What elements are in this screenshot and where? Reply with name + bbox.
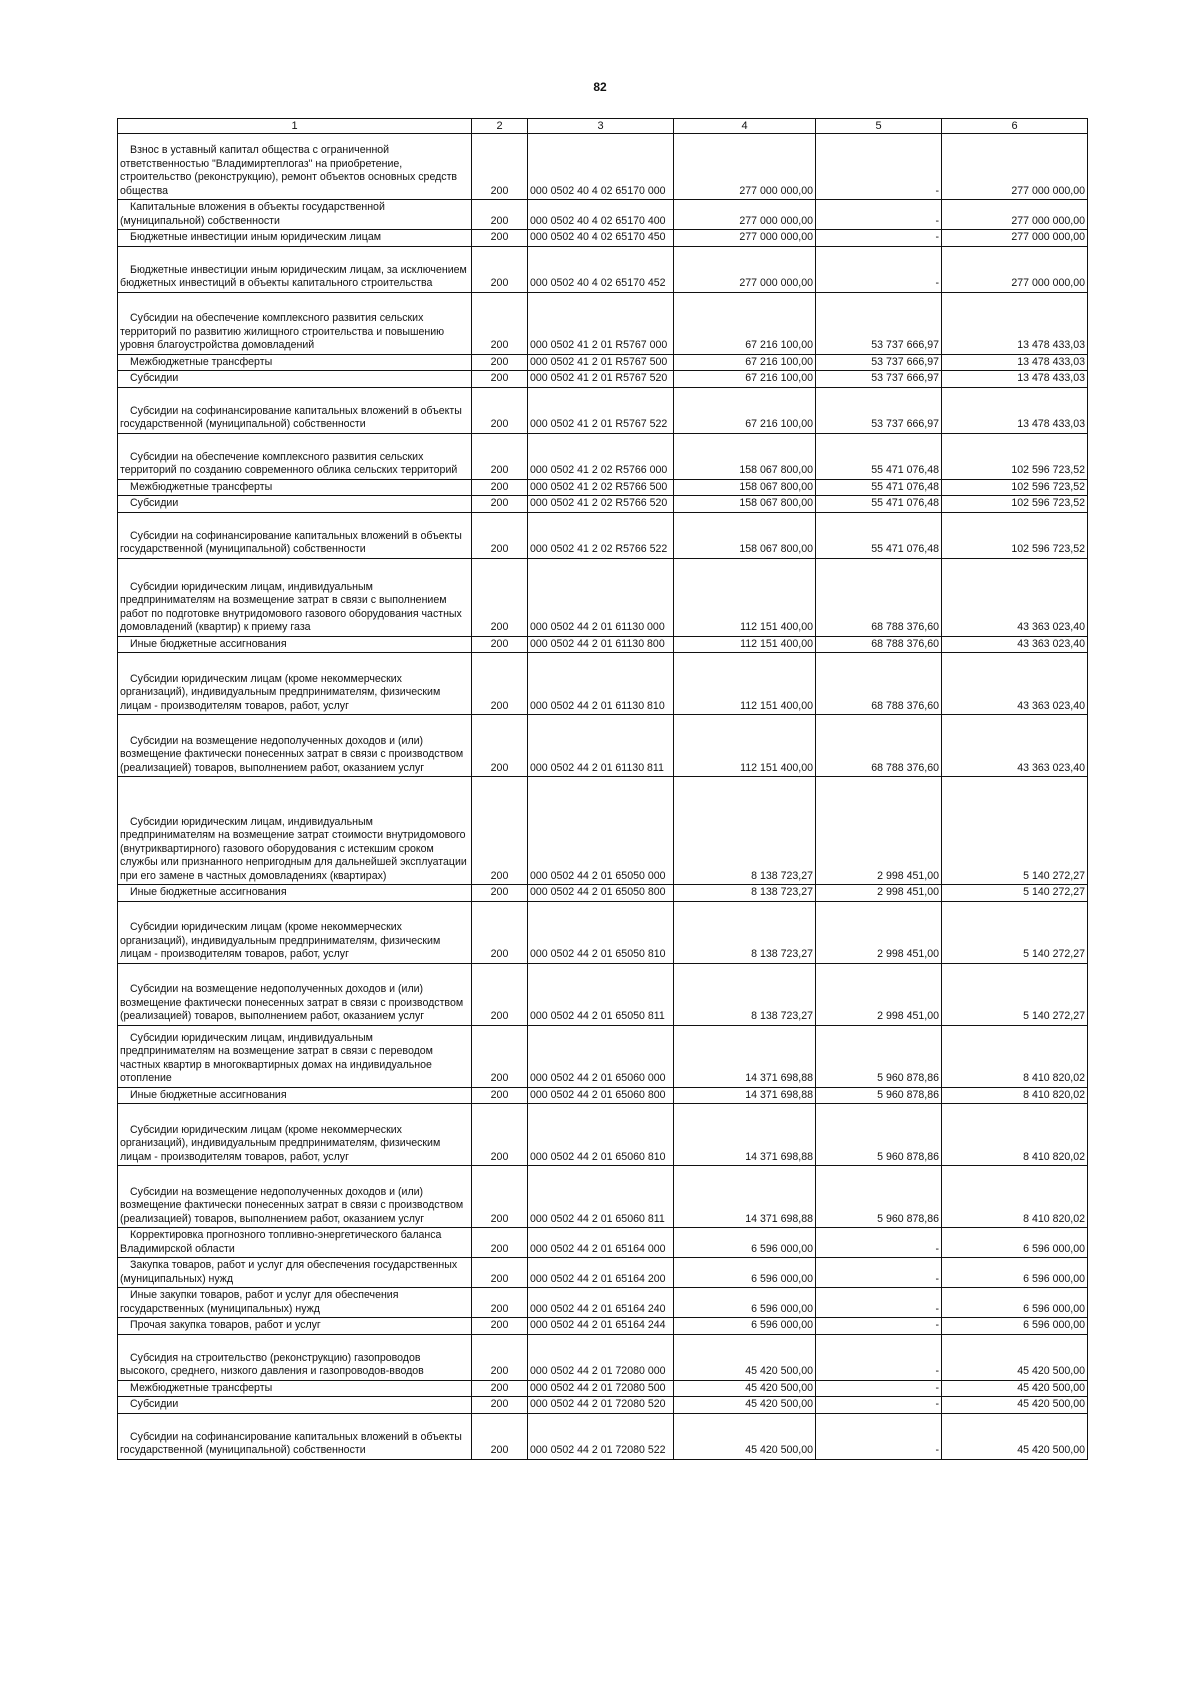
row-budget-code: 000 0502 44 2 01 65060 811 bbox=[528, 1166, 674, 1228]
row-code: 200 bbox=[472, 636, 528, 653]
row-remaining-amount: 43 363 023,40 bbox=[942, 636, 1088, 653]
row-executed-amount: - bbox=[816, 1397, 942, 1414]
row-budget-code: 000 0502 40 4 02 65170 452 bbox=[528, 246, 674, 292]
row-budget-code: 000 0502 44 2 01 72080 522 bbox=[528, 1413, 674, 1459]
row-budget-code: 000 0502 44 2 01 65164 200 bbox=[528, 1258, 674, 1288]
table-row bbox=[118, 246, 1088, 292]
row-executed-amount: 68 788 376,60 bbox=[816, 653, 942, 715]
row-approved-amount: 8 138 723,27 bbox=[674, 901, 816, 963]
row-executed-amount: 5 960 878,86 bbox=[816, 1166, 942, 1228]
column-header: 6 bbox=[942, 119, 1088, 134]
row-budget-code: 000 0502 41 2 01 R5767 522 bbox=[528, 387, 674, 433]
table-row bbox=[118, 1228, 1088, 1258]
row-remaining-amount: 277 000 000,00 bbox=[942, 246, 1088, 292]
row-executed-amount: 68 788 376,60 bbox=[816, 636, 942, 653]
row-remaining-amount: 43 363 023,40 bbox=[942, 715, 1088, 777]
column-header: 1 bbox=[118, 119, 472, 134]
column-header: 5 bbox=[816, 119, 942, 134]
row-approved-amount: 45 420 500,00 bbox=[674, 1334, 816, 1380]
row-name: Иные закупки товаров, работ и услуг для обеспечения государственных (муниципальных) нужд bbox=[118, 1288, 472, 1318]
table-row bbox=[118, 371, 1088, 388]
row-budget-code: 000 0502 44 2 01 61130 810 bbox=[528, 653, 674, 715]
row-remaining-amount: 8 410 820,02 bbox=[942, 1087, 1088, 1104]
budget-table bbox=[117, 118, 1088, 1460]
row-remaining-amount: 102 596 723,52 bbox=[942, 479, 1088, 496]
row-name: Корректировка прогнозного топливно-энергетического баланса Владимирской области bbox=[118, 1228, 472, 1258]
row-budget-code: 000 0502 44 2 01 65164 240 bbox=[528, 1288, 674, 1318]
row-budget-code: 000 0502 40 4 02 65170 450 bbox=[528, 230, 674, 247]
row-code: 200 bbox=[472, 1166, 528, 1228]
row-approved-amount: 6 596 000,00 bbox=[674, 1288, 816, 1318]
table-row bbox=[118, 963, 1088, 1025]
row-executed-amount: - bbox=[816, 230, 942, 247]
table-row bbox=[118, 1397, 1088, 1414]
row-code: 200 bbox=[472, 292, 528, 354]
row-executed-amount: 5 960 878,86 bbox=[816, 1087, 942, 1104]
row-budget-code: 000 0502 41 2 01 R5767 000 bbox=[528, 292, 674, 354]
row-budget-code: 000 0502 44 2 01 65164 000 bbox=[528, 1228, 674, 1258]
table-row bbox=[118, 636, 1088, 653]
header-row bbox=[118, 119, 1088, 134]
row-budget-code: 000 0502 44 2 01 72080 500 bbox=[528, 1380, 674, 1397]
row-executed-amount: 68 788 376,60 bbox=[816, 715, 942, 777]
row-executed-amount: - bbox=[816, 1228, 942, 1258]
row-remaining-amount: 45 420 500,00 bbox=[942, 1380, 1088, 1397]
table-row bbox=[118, 479, 1088, 496]
row-executed-amount: 55 471 076,48 bbox=[816, 512, 942, 558]
row-code: 200 bbox=[472, 901, 528, 963]
row-budget-code: 000 0502 40 4 02 65170 400 bbox=[528, 200, 674, 230]
row-code: 200 bbox=[472, 512, 528, 558]
row-name: Субсидии юридическим лицам (кроме некоммерческих организаций), индивидуальным предпринимателям, физическим лицам - производителям товаров, работ, услуг bbox=[118, 901, 472, 963]
row-approved-amount: 277 000 000,00 bbox=[674, 134, 816, 200]
row-budget-code: 000 0502 41 2 01 R5767 500 bbox=[528, 354, 674, 371]
row-remaining-amount: 5 140 272,27 bbox=[942, 885, 1088, 902]
row-executed-amount: - bbox=[816, 134, 942, 200]
table-row bbox=[118, 885, 1088, 902]
row-approved-amount: 14 371 698,88 bbox=[674, 1166, 816, 1228]
row-name: Закупка товаров, работ и услуг для обеспечения государственных (муниципальных) нужд bbox=[118, 1258, 472, 1288]
row-approved-amount: 45 420 500,00 bbox=[674, 1397, 816, 1414]
row-approved-amount: 6 596 000,00 bbox=[674, 1318, 816, 1335]
row-remaining-amount: 6 596 000,00 bbox=[942, 1228, 1088, 1258]
table-row bbox=[118, 1288, 1088, 1318]
table-row bbox=[118, 354, 1088, 371]
table-row bbox=[118, 558, 1088, 636]
row-code: 200 bbox=[472, 653, 528, 715]
row-code: 200 bbox=[472, 354, 528, 371]
row-executed-amount: 55 471 076,48 bbox=[816, 433, 942, 479]
row-approved-amount: 277 000 000,00 bbox=[674, 246, 816, 292]
row-executed-amount: 2 998 451,00 bbox=[816, 777, 942, 885]
row-budget-code: 000 0502 40 4 02 65170 000 bbox=[528, 134, 674, 200]
row-executed-amount: 53 737 666,97 bbox=[816, 387, 942, 433]
row-budget-code: 000 0502 41 2 02 R5766 522 bbox=[528, 512, 674, 558]
row-remaining-amount: 45 420 500,00 bbox=[942, 1413, 1088, 1459]
row-executed-amount: - bbox=[816, 1413, 942, 1459]
column-header: 4 bbox=[674, 119, 816, 134]
row-code: 200 bbox=[472, 387, 528, 433]
row-name: Субсидии на обеспечение комплексного развития сельских территорий по созданию современного облика сельских территорий bbox=[118, 433, 472, 479]
row-remaining-amount: 43 363 023,40 bbox=[942, 558, 1088, 636]
row-approved-amount: 112 151 400,00 bbox=[674, 558, 816, 636]
row-executed-amount: 68 788 376,60 bbox=[816, 558, 942, 636]
row-code: 200 bbox=[472, 479, 528, 496]
row-approved-amount: 158 067 800,00 bbox=[674, 433, 816, 479]
row-name: Субсидии bbox=[118, 496, 472, 513]
row-name: Иные бюджетные ассигнования bbox=[118, 636, 472, 653]
row-remaining-amount: 8 410 820,02 bbox=[942, 1166, 1088, 1228]
row-name: Субсидии юридическим лицам, индивидуальным предпринимателям на возмещение затрат в связи с выполнением работ по подготовке внутридомового газового оборудования частных домовладений (квартир) к приему газа bbox=[118, 558, 472, 636]
row-executed-amount: - bbox=[816, 1318, 942, 1335]
table-row bbox=[118, 387, 1088, 433]
row-code: 200 bbox=[472, 496, 528, 513]
row-approved-amount: 14 371 698,88 bbox=[674, 1104, 816, 1166]
table-row bbox=[118, 1087, 1088, 1104]
row-remaining-amount: 13 478 433,03 bbox=[942, 387, 1088, 433]
row-name: Бюджетные инвестиции иным юридическим лицам bbox=[118, 230, 472, 247]
row-code: 200 bbox=[472, 1087, 528, 1104]
table-row bbox=[118, 1025, 1088, 1087]
row-remaining-amount: 277 000 000,00 bbox=[942, 200, 1088, 230]
row-executed-amount: 53 737 666,97 bbox=[816, 371, 942, 388]
row-budget-code: 000 0502 44 2 01 65060 000 bbox=[528, 1025, 674, 1087]
row-remaining-amount: 6 596 000,00 bbox=[942, 1258, 1088, 1288]
row-remaining-amount: 5 140 272,27 bbox=[942, 901, 1088, 963]
row-code: 200 bbox=[472, 1334, 528, 1380]
row-remaining-amount: 13 478 433,03 bbox=[942, 371, 1088, 388]
row-executed-amount: 5 960 878,86 bbox=[816, 1104, 942, 1166]
row-remaining-amount: 13 478 433,03 bbox=[942, 292, 1088, 354]
row-remaining-amount: 102 596 723,52 bbox=[942, 433, 1088, 479]
row-approved-amount: 6 596 000,00 bbox=[674, 1258, 816, 1288]
column-header: 2 bbox=[472, 119, 528, 134]
row-approved-amount: 8 138 723,27 bbox=[674, 963, 816, 1025]
row-approved-amount: 158 067 800,00 bbox=[674, 512, 816, 558]
row-name: Субсидия на строительство (реконструкцию) газопроводов высокого, среднего, низкого давления и газопроводов-вводов bbox=[118, 1334, 472, 1380]
row-code: 200 bbox=[472, 1104, 528, 1166]
row-code: 200 bbox=[472, 1397, 528, 1414]
row-code: 200 bbox=[472, 558, 528, 636]
row-executed-amount: - bbox=[816, 1288, 942, 1318]
row-name: Субсидии на возмещение недополученных доходов и (или) возмещение фактически понесенных затрат в связи с производством (реализацией) товаров, выполнением работ, оказанием услуг bbox=[118, 1166, 472, 1228]
row-executed-amount: 55 471 076,48 bbox=[816, 496, 942, 513]
table-row bbox=[118, 433, 1088, 479]
row-name: Межбюджетные трансферты bbox=[118, 479, 472, 496]
row-budget-code: 000 0502 41 2 01 R5767 520 bbox=[528, 371, 674, 388]
row-code: 200 bbox=[472, 963, 528, 1025]
row-name: Субсидии bbox=[118, 1397, 472, 1414]
row-name: Субсидии юридическим лицам (кроме некоммерческих организаций), индивидуальным предпринимателям, физическим лицам - производителям товаров, работ, услуг bbox=[118, 1104, 472, 1166]
table-row bbox=[118, 512, 1088, 558]
row-budget-code: 000 0502 44 2 01 65050 810 bbox=[528, 901, 674, 963]
row-approved-amount: 8 138 723,27 bbox=[674, 777, 816, 885]
row-name: Прочая закупка товаров, работ и услуг bbox=[118, 1318, 472, 1335]
row-name: Субсидии на обеспечение комплексного развития сельских территорий по развитию жилищного строительства и повышению уровня благоустройства домовладений bbox=[118, 292, 472, 354]
row-remaining-amount: 6 596 000,00 bbox=[942, 1288, 1088, 1318]
row-name: Субсидии на возмещение недополученных доходов и (или) возмещение фактически понесенных затрат в связи с производством (реализацией) товаров, выполнением работ, оказанием услуг bbox=[118, 715, 472, 777]
table-row bbox=[118, 777, 1088, 885]
table-row bbox=[118, 1413, 1088, 1459]
table-row bbox=[118, 1318, 1088, 1335]
row-budget-code: 000 0502 44 2 01 61130 800 bbox=[528, 636, 674, 653]
row-approved-amount: 158 067 800,00 bbox=[674, 496, 816, 513]
row-approved-amount: 45 420 500,00 bbox=[674, 1380, 816, 1397]
row-code: 200 bbox=[472, 246, 528, 292]
row-approved-amount: 112 151 400,00 bbox=[674, 653, 816, 715]
row-executed-amount: 53 737 666,97 bbox=[816, 354, 942, 371]
row-name: Субсидии на возмещение недополученных доходов и (или) возмещение фактически понесенных затрат в связи с производством (реализацией) товаров, выполнением работ, оказанием услуг bbox=[118, 963, 472, 1025]
row-name: Субсидии на софинансирование капитальных вложений в объекты государственной (муниципальной) собственности bbox=[118, 387, 472, 433]
row-approved-amount: 158 067 800,00 bbox=[674, 479, 816, 496]
row-approved-amount: 112 151 400,00 bbox=[674, 636, 816, 653]
row-name: Субсидии bbox=[118, 371, 472, 388]
table-row bbox=[118, 134, 1088, 200]
row-remaining-amount: 277 000 000,00 bbox=[942, 230, 1088, 247]
row-approved-amount: 8 138 723,27 bbox=[674, 885, 816, 902]
row-remaining-amount: 277 000 000,00 bbox=[942, 134, 1088, 200]
row-code: 200 bbox=[472, 1318, 528, 1335]
row-approved-amount: 67 216 100,00 bbox=[674, 371, 816, 388]
row-executed-amount: - bbox=[816, 1258, 942, 1288]
row-code: 200 bbox=[472, 1258, 528, 1288]
row-name: Бюджетные инвестиции иным юридическим лицам, за исключением бюджетных инвестиций в объекты капитального строительства bbox=[118, 246, 472, 292]
row-name: Субсидии юридическим лицам, индивидуальным предпринимателям на возмещение затрат в связи с переводом частных квартир в многоквартирных домах на индивидуальное отопление bbox=[118, 1025, 472, 1087]
table-row bbox=[118, 1380, 1088, 1397]
row-approved-amount: 45 420 500,00 bbox=[674, 1413, 816, 1459]
row-code: 200 bbox=[472, 134, 528, 200]
row-remaining-amount: 43 363 023,40 bbox=[942, 653, 1088, 715]
row-approved-amount: 67 216 100,00 bbox=[674, 292, 816, 354]
row-executed-amount: 2 998 451,00 bbox=[816, 901, 942, 963]
row-approved-amount: 6 596 000,00 bbox=[674, 1228, 816, 1258]
row-code: 200 bbox=[472, 1413, 528, 1459]
column-header: 3 bbox=[528, 119, 674, 134]
row-budget-code: 000 0502 44 2 01 61130 811 bbox=[528, 715, 674, 777]
row-approved-amount: 67 216 100,00 bbox=[674, 387, 816, 433]
table-row bbox=[118, 1104, 1088, 1166]
table-row bbox=[118, 200, 1088, 230]
row-name: Иные бюджетные ассигнования bbox=[118, 1087, 472, 1104]
row-remaining-amount: 8 410 820,02 bbox=[942, 1025, 1088, 1087]
row-code: 200 bbox=[472, 1288, 528, 1318]
row-name: Межбюджетные трансферты bbox=[118, 1380, 472, 1397]
row-executed-amount: 2 998 451,00 bbox=[816, 963, 942, 1025]
row-budget-code: 000 0502 44 2 01 65050 000 bbox=[528, 777, 674, 885]
row-name: Субсидии юридическим лицам, индивидуальным предпринимателям на возмещение затрат стоимости внутридомового (внутриквартирного) газового оборудования с истекшим сроком службы или признанного непригодным для дальнейшей эксплуатации при его замене в частных домовладениях (квартирах) bbox=[118, 777, 472, 885]
table-row bbox=[118, 1334, 1088, 1380]
row-approved-amount: 14 371 698,88 bbox=[674, 1087, 816, 1104]
row-code: 200 bbox=[472, 1228, 528, 1258]
row-code: 200 bbox=[472, 230, 528, 247]
row-remaining-amount: 102 596 723,52 bbox=[942, 496, 1088, 513]
row-approved-amount: 14 371 698,88 bbox=[674, 1025, 816, 1087]
row-remaining-amount: 45 420 500,00 bbox=[942, 1397, 1088, 1414]
table-row bbox=[118, 715, 1088, 777]
row-remaining-amount: 5 140 272,27 bbox=[942, 777, 1088, 885]
row-approved-amount: 112 151 400,00 bbox=[674, 715, 816, 777]
row-name: Субсидии юридическим лицам (кроме некоммерческих организаций), индивидуальным предпринимателям, физическим лицам - производителям товаров, работ, услуг bbox=[118, 653, 472, 715]
row-executed-amount: - bbox=[816, 1334, 942, 1380]
row-remaining-amount: 102 596 723,52 bbox=[942, 512, 1088, 558]
row-remaining-amount: 45 420 500,00 bbox=[942, 1334, 1088, 1380]
row-name: Иные бюджетные ассигнования bbox=[118, 885, 472, 902]
row-approved-amount: 67 216 100,00 bbox=[674, 354, 816, 371]
row-executed-amount: 55 471 076,48 bbox=[816, 479, 942, 496]
table-row bbox=[118, 901, 1088, 963]
row-code: 200 bbox=[472, 1025, 528, 1087]
row-executed-amount: 5 960 878,86 bbox=[816, 1025, 942, 1087]
row-budget-code: 000 0502 41 2 02 R5766 500 bbox=[528, 479, 674, 496]
row-code: 200 bbox=[472, 777, 528, 885]
row-name: Межбюджетные трансферты bbox=[118, 354, 472, 371]
row-budget-code: 000 0502 44 2 01 72080 000 bbox=[528, 1334, 674, 1380]
row-name: Субсидии на софинансирование капитальных вложений в объекты государственной (муниципальной) собственности bbox=[118, 512, 472, 558]
row-executed-amount: 53 737 666,97 bbox=[816, 292, 942, 354]
row-budget-code: 000 0502 44 2 01 65060 810 bbox=[528, 1104, 674, 1166]
row-budget-code: 000 0502 41 2 02 R5766 000 bbox=[528, 433, 674, 479]
row-code: 200 bbox=[472, 200, 528, 230]
row-executed-amount: 2 998 451,00 bbox=[816, 885, 942, 902]
row-code: 200 bbox=[472, 433, 528, 479]
row-name: Капитальные вложения в объекты государственной (муниципальной) собственности bbox=[118, 200, 472, 230]
table-row bbox=[118, 1258, 1088, 1288]
table-row bbox=[118, 496, 1088, 513]
table-row bbox=[118, 292, 1088, 354]
row-budget-code: 000 0502 44 2 01 61130 000 bbox=[528, 558, 674, 636]
row-name: Взнос в уставный капитал общества с ограниченной ответственностью "Владимиртеплогаз" на приобретение, строительство (реконструкцию), ремонт объектов основных средств общества bbox=[118, 134, 472, 200]
row-approved-amount: 277 000 000,00 bbox=[674, 200, 816, 230]
row-code: 200 bbox=[472, 371, 528, 388]
row-budget-code: 000 0502 44 2 01 72080 520 bbox=[528, 1397, 674, 1414]
table-row bbox=[118, 653, 1088, 715]
table-row bbox=[118, 230, 1088, 247]
row-remaining-amount: 13 478 433,03 bbox=[942, 354, 1088, 371]
row-budget-code: 000 0502 41 2 02 R5766 520 bbox=[528, 496, 674, 513]
row-remaining-amount: 5 140 272,27 bbox=[942, 963, 1088, 1025]
row-remaining-amount: 8 410 820,02 bbox=[942, 1104, 1088, 1166]
row-code: 200 bbox=[472, 1380, 528, 1397]
table-row bbox=[118, 1166, 1088, 1228]
row-remaining-amount: 6 596 000,00 bbox=[942, 1318, 1088, 1335]
row-budget-code: 000 0502 44 2 01 65060 800 bbox=[528, 1087, 674, 1104]
row-executed-amount: - bbox=[816, 246, 942, 292]
row-budget-code: 000 0502 44 2 01 65050 811 bbox=[528, 963, 674, 1025]
row-approved-amount: 277 000 000,00 bbox=[674, 230, 816, 247]
page-number: 82 bbox=[593, 80, 607, 94]
row-executed-amount: - bbox=[816, 200, 942, 230]
row-name: Субсидии на софинансирование капитальных вложений в объекты государственной (муниципальной) собственности bbox=[118, 1413, 472, 1459]
row-budget-code: 000 0502 44 2 01 65050 800 bbox=[528, 885, 674, 902]
row-code: 200 bbox=[472, 885, 528, 902]
row-code: 200 bbox=[472, 715, 528, 777]
row-budget-code: 000 0502 44 2 01 65164 244 bbox=[528, 1318, 674, 1335]
row-executed-amount: - bbox=[816, 1380, 942, 1397]
